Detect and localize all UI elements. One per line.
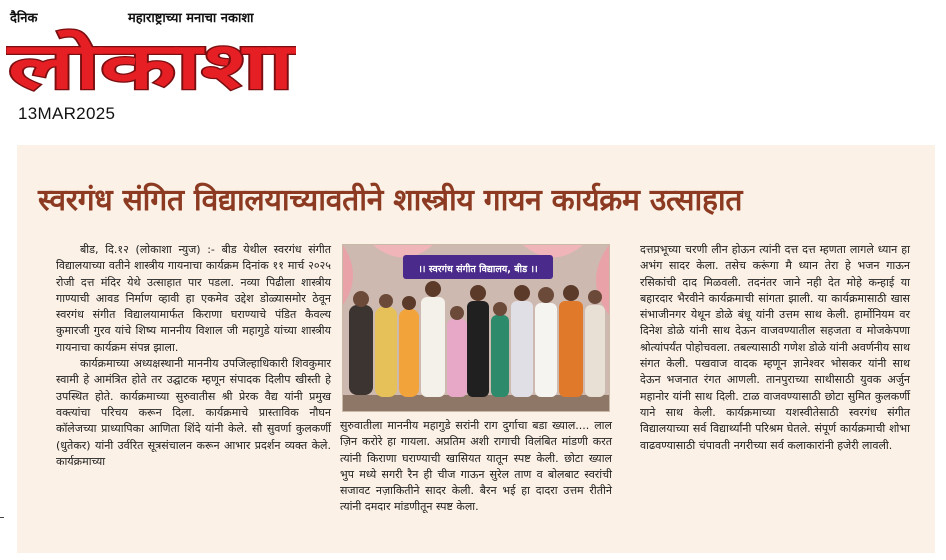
photo-banner-text: ।। स्वरगंध संगीत विद्यालय, बीड ।। <box>418 264 538 275</box>
margin-mark <box>0 517 4 518</box>
newspaper-logo <box>6 20 296 102</box>
publication-date: 13MAR2025 <box>18 104 116 123</box>
masthead-daily-label: दैनिक <box>10 11 38 26</box>
article-column-2 <box>340 418 612 516</box>
people-group <box>349 281 605 397</box>
article-column-1 <box>56 242 331 470</box>
article-paragraph: कार्यक्रमाच्या अध्यक्षस्थानी माननीय उपजिल्हाधिकारी शिवकुमार स्वामी हे आमंत्रित होते तर उद्घाटक म्हणून संपादक दिलीप खीस्ती हे उपस्थित होते. कार्यक्रमाच्या सुरुवातीस श्री प्रेरक वैद्य यांनी प्रमुख वक्त्यांचा परिचय करून दिला. कार्यक्रमाचे प्रास्ताविक नौघन कॉलेजच्या प्राध्यापिका आणिता शिंदे यांनी केले. सौ सुवर्णा कुलकर्णी (धुतेकर) यांनी उर्वरित सूत्रसंचालन करून आभार प्रदर्शन व्यक्त केले. कार्यक्रमाच्या <box>56 357 331 468</box>
article-paragraph: सुरुवातीला माननीय महागुडे सरांनी राग दुर्गाचा बडा ख्याल.... लाल ज़िन करोरे हा गायला. अप्रतिम अशी रागाची विलंबित मांडणी करत त्यांनी किराणा घराण्याची खासियत यातून स्पष्ट केली. छोटा ख्याल भुप मध्ये सगरी रैन ही चीज गाऊन सुरेल ताण व बोलबाट स्वरांची सजावट नज़ाकितीने सादर केली. बैरन भई हा दादरा उत्तम रीतीने त्यांनी दमदार मांडणीतून स्पष्ट केला. <box>340 419 612 514</box>
logo-text: लोकाशा <box>8 30 194 102</box>
article-column-3 <box>640 242 910 454</box>
newspaper-masthead <box>0 0 946 140</box>
article-paragraph: दत्तप्रभूच्या चरणी लीन होऊन त्यांनी दत्त दत्त म्हणता लागले ध्यान हा अभंग सादर केला. तसेच करूंगा मै ध्यान तेरा हे भजन गाऊन रसिकांची दाद मिळवली. तदनंतर जाने नही देत मोहे कन्हाई या बहारदार भैरवीने कार्यक्रमाची सांगता झाली. या कार्यक्रमासाठी खास संभाजीनगर येथून डोळे बंधू यांनी उत्तम साथ केली. हार्मोनियम वर दिनेश डोळे यांनी साथ देऊन वाजवण्यातील सहजता व मोजकेपणा श्रोत्यांपर्यंत पोहोचवला. तबल्यासाठी गणेश डोळे यांनी अवर्णनीय साथ संगत केली. पखवाज वादक म्हणून ज्ञानेश्वर भोसकर यांनी साथ देऊन भजनात रंगत आणली. तानपुराच्या साथीसाठी युवक अर्जुन महानोर यांनी साथ दिली. टाळ वाजवण्यासाठी छोटा सुमित कुलकर्णी याने साथ केली. कार्यक्रमाच्या यशस्वीतेसाठी स्वरगंध संगीत विद्यालयाच्या सर्व विद्यार्थ्यांनी परिश्रम घेतले. संपूर्ण कार्यक्रमाची शोभा वाढवण्यासाठी चंपावती नगरीच्या सर्व कलाकारांनी हजेरी लावली. <box>640 243 910 452</box>
event-photo-illustration <box>343 245 609 411</box>
article-headline: स्वरगंध संगित विद्यालयाच्यावतीने शास्त्रीय गायन कार्यक्रम उत्साहात <box>38 183 743 218</box>
masthead-tagline: महाराष्ट्राच्या मनाचा नकाशा <box>128 11 254 26</box>
article-paragraph: बीड, दि.१२ (लोकाशा न्युज) :- बीड येथील स्वरगंध संगीत विद्यालयाच्या वतीने शास्त्रीय गायनाचा कार्यक्रम दिनांक ११ मार्च २०२५ रोजी दत्त मंदिर येथे उत्साहात पार पडला. नव्या पिढीला शास्त्रीय गाण्याची आवड निर्माण व्हावी हा एकमेव उद्देश डोळ्यासमोर ठेवून स्वरगंध संगीत विद्यालयामार्फत किराणा घराण्याचे पंडित कैवल्य कुमारजी गुरव यांचे शिष्य माननीय विशाल जी महागुडे यांच्या शास्त्रीय गायनाचा कार्यक्रम संपन्न झाला. <box>56 243 331 354</box>
event-photo <box>342 244 610 412</box>
